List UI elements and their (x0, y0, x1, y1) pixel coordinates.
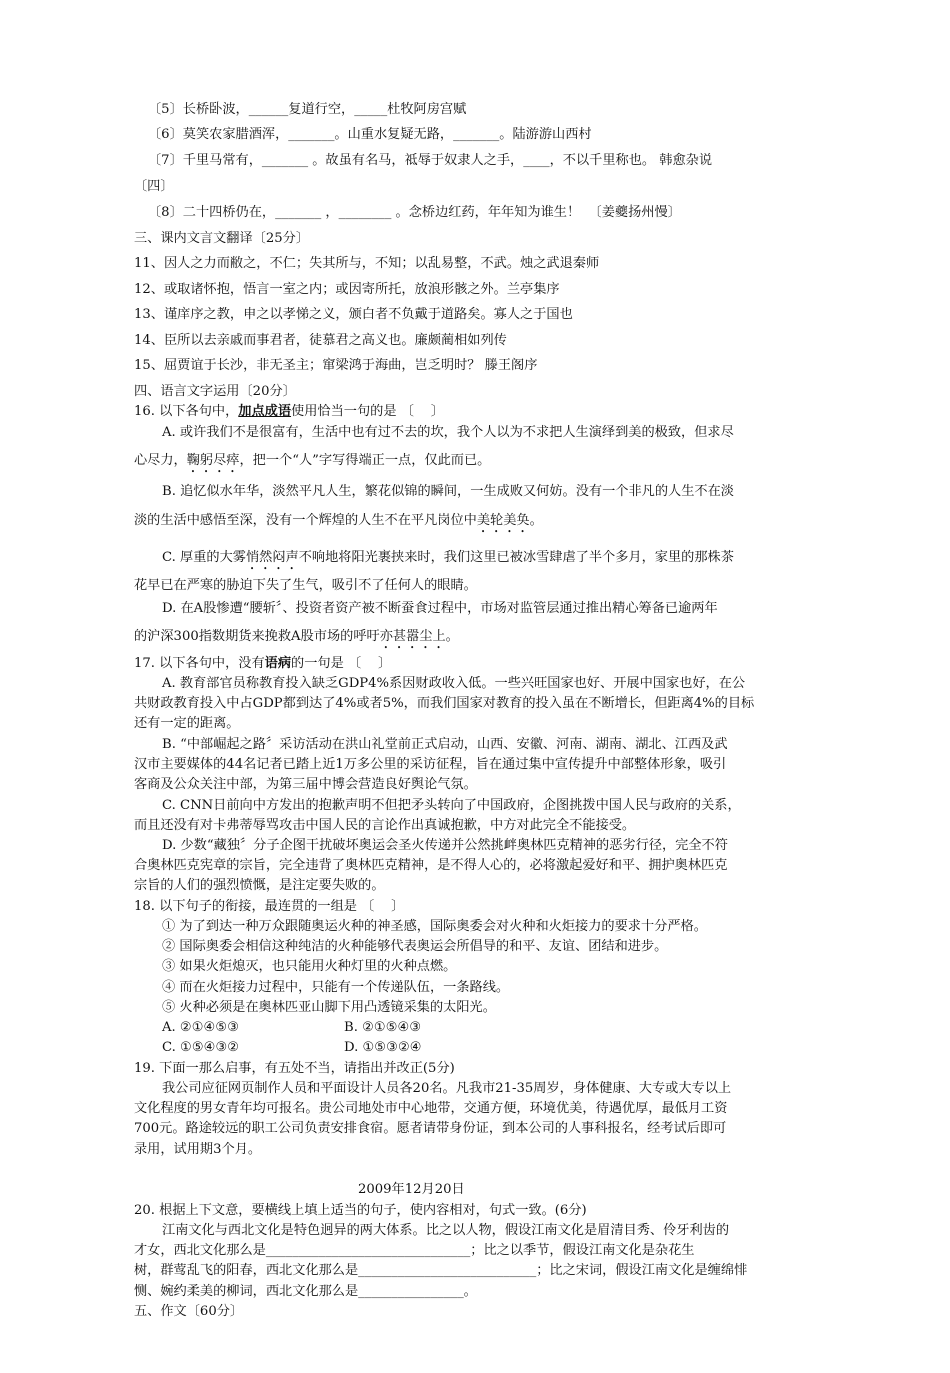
question-12: 12、或取诸怀抱，悟言一室之内；或因寄所托，放浪形骸之外。兰亭集序 (134, 282, 560, 297)
question-20-text-3: 树，群莺乱飞的阳春，西北文化那么是___________________________；比之宋词，假设江南文化是缠绵悱 (134, 1263, 748, 1278)
question-18-sentence-3: ③ 如果火炬熄灭，也只能用火种灯里的火种点燃。 (162, 959, 457, 974)
question-18-sentence-2: ② 国际奥委会相信这种纯洁的火种能够代表奥运会所倡导的和平、友谊、团结和进步。 (162, 939, 668, 954)
question-16-tail: 使用恰当一句的是 〔 〕 (291, 404, 444, 419)
q16d-post: 。 (445, 629, 459, 644)
question-19-notice-2: 文化程度的男女青年均可报名。贵公司地处市中心地带，交通方便，环境优美，待遇优厚，最低月工资 (134, 1101, 728, 1116)
question-19-date: 2009年12月20日 (358, 1182, 465, 1197)
question-19-notice-1: 我公司应征网页制作人员和平面设计人员各20名。凡我市21-35周岁，身体健康、大专或大专以上 (162, 1081, 732, 1096)
poem-blank-6: 〔6〕莫笑农家腊酒浑，_______。山重水复疑无路，_______。陆游游山西村 (148, 127, 592, 142)
q16a-dotted-idiom: 鞠躬尽瘁 (186, 453, 240, 468)
question-18-option-c: C. ①⑤④③② (162, 1040, 240, 1055)
question-16-option-c-cont: 花早已在严寒的胁迫下失了生气，吸引不了任何人的眼睛。 (134, 578, 477, 593)
question-17-option-c-cont: 而且还没有对卡弗蒂辱骂攻击中国人民的言论作出真诚抱歉，中方对此完全不能接受。 (134, 818, 636, 833)
poem-blank-7-source: 〔四〕 (134, 179, 174, 194)
question-18-sentence-5: ⑤ 火种必须是在奥林匹亚山脚下用凸透镜采集的太阳光。 (162, 1000, 496, 1015)
poem-blank-5: 〔5〕长桥卧波，______复道行空，_____杜牧阿房宫赋 (148, 102, 467, 117)
section-3-title: 三、课内文言文翻译〔25分〕 (134, 231, 310, 246)
question-16 (134, 403, 444, 421)
question-16-option-d-cont (134, 628, 459, 652)
question-20-text-1: 江南文化与西北文化是特色迥异的两大体系。比之以人物，假设江南文化是眉清目秀、伶牙利齿的 (162, 1223, 730, 1238)
q16a-pre: 心尽力， (134, 453, 187, 468)
question-16-option-a-cont (134, 452, 490, 476)
question-20-text-2: 才女，西北文化那么是_______________________________；比之以季节，假设江南文化是杂花生 (134, 1243, 695, 1258)
question-17-option-b-cont1: 汉市主要媒体的44名记者已踏上近1万多公里的采访征程，旨在通过集中宣传提升中部整体形象，吸引 (134, 757, 727, 772)
question-18-sentence-4: ④ 而在火炬接力过程中，只能有一个传递队伍，一条路线。 (162, 980, 510, 995)
question-13: 13、谨庠序之教，申之以孝悌之义，颁白者不负戴于道路矣。寡人之于国也 (134, 307, 573, 322)
question-17-option-c: C. CNN日前向中方发出的抱歉声明不但把矛头转向了中国政府，企图挑拨中国人民与政府的关系， (162, 798, 741, 813)
question-16-option-b: B. 追忆似水年华，淡然平凡人生，繁花似锦的瞬间，一生成败又何妨。没有一个非凡的人生不在淡 (162, 484, 734, 499)
q16d-dotted-idiom: 亦甚嚣尘上 (379, 629, 446, 644)
question-20-text-4: 恻、婉约柔美的柳词，西北文化那么是________________。 (134, 1284, 477, 1299)
question-15: 15、屈贾谊于长沙，非无圣主；窜梁鸿于海曲，岂乏明时？ 滕王阁序 (134, 358, 538, 373)
question-16-option-b-cont (134, 512, 543, 536)
question-17-option-a-cont2: 还有一定的距离。 (134, 716, 240, 731)
question-17-option-d: D. 少数“藏独〞分子企图干扰破坏奥运会圣火传递并公然挑衅奥林匹克精神的恶劣行径，完全不符 (162, 838, 728, 853)
question-19-notice-4: 录用，试用期3个月。 (134, 1142, 262, 1157)
section-4-title: 四、语言文字运用〔20分〕 (134, 384, 296, 399)
q16c-pre: C. 厚重的大雾 (162, 550, 246, 565)
question-18-sentence-1: ① 为了到达一种万众跟随奥运火种的神圣感，国际奥委会对火种和火炬接力的要求十分严格。 (162, 919, 707, 934)
question-19-notice-3: 700元。路途较远的职工公司负责安排食宿。愿者请带身份证，到本公司的人事科报名，经考试后即可 (134, 1121, 727, 1136)
q16a-post: ，把一个“人”字写得端正一点，仅此而已。 (239, 453, 491, 468)
question-17-option-b-cont2: 客商及公众关注中部，为第三届中博会营造良好舆论气氛。 (134, 777, 477, 792)
question-17-option-b: B. “中部崛起之路〞采访活动在洪山礼堂前正式启动，山西、安徽、河南、湖南、湖北、江西及武 (162, 737, 728, 752)
question-17-option-d-cont2: 宗旨的人们的强烈愤慨，是注定要失败的。 (134, 878, 385, 893)
question-20: 20. 根据上下文意，要横线上填上适当的句子，使内容相对，句式一致。(6分) (134, 1203, 587, 1218)
q16b-post: 。 (529, 513, 543, 528)
question-14: 14、臣所以去亲戚而事君者，徒慕君之高义也。廉颇蔺相如列传 (134, 333, 507, 348)
question-16-keyword: 加点成语 (238, 404, 292, 419)
q16c-dotted-idiom: 悄然闷声 (245, 550, 299, 565)
question-16-option-c (162, 549, 734, 573)
question-11: 11、因人之力而敝之，不仁；失其所与，不知；以乱易整，不武。烛之武退秦师 (134, 256, 600, 271)
question-17-keyword: 语病 (264, 656, 292, 671)
q16b-dotted-idiom: 美轮美奂 (476, 513, 530, 528)
question-17 (134, 655, 391, 673)
question-16-option-a: A. 或许我们不是很富有，生活中也有过不去的坎，我个人以为不求把人生演绎到美的极致，但求尽 (162, 425, 734, 440)
question-18-option-d: D. ①⑤③②④ (344, 1040, 422, 1055)
question-17-tail: 的一句是 〔 〕 (291, 656, 392, 671)
question-18-option-a: A. ②①④⑤③ (162, 1020, 240, 1035)
question-19: 19. 下面一那么启事，有五处不当，请指出并改正(5分) (134, 1061, 455, 1076)
question-17-option-a-cont1: 共财政教育投入中占GDP都到达了4%或者5%，而我们国家对教育的投入虽在不断增长，但距离4%的目标 (134, 696, 755, 711)
question-16-option-d: D. 在A股惨遭“腰斩〞、投资者资产被不断蚕食过程中，市场对监管层通过推出精心筹备已逾两年 (162, 601, 718, 616)
question-17-option-d-cont1: 合奥林匹克宪章的宗旨，完全违背了奥林匹克精神，是不得人心的，必将激起爱好和平、拥护奥林匹克 (134, 858, 728, 873)
poem-blank-8: 〔8〕二十四桥仍在，_______ ，________ 。念桥边红药，年年知为谁生！ 〔姜夔扬州慢〕 (148, 205, 681, 220)
question-17-stem: 17. 以下各句中，没有 (134, 656, 265, 671)
question-16-stem: 16. 以下各句中， (134, 404, 239, 419)
question-18: 18. 以下句子的衔接，最连贯的一组是 〔 〕 (134, 899, 405, 914)
q16d-pre: 的沪深300指数期货来挽救A股市场的呼吁 (134, 629, 380, 644)
q16b-pre: 淡的生活中感悟至深，没有一个辉煌的人生不在平凡岗位中 (134, 513, 477, 528)
question-18-option-b: B. ②①⑤④③ (344, 1020, 422, 1035)
question-17-option-a: A. 教育部官员称教育投入缺乏GDP4%系因财政收入低。一些兴旺国家也好、开展中国家也好，在公 (162, 676, 746, 691)
q16c-post: 不响地将阳光裹挟来时，我们这里已被冰雪肆虐了半个多月，家里的那株茶 (298, 550, 734, 565)
poem-blank-7: 〔7〕千里马常有，_______ 。故虽有名马，祗辱于奴隶人之手，____，不以千里称也。 韩愈杂说 (148, 153, 713, 168)
section-5-title: 五、作文〔60分〕 (134, 1304, 244, 1319)
